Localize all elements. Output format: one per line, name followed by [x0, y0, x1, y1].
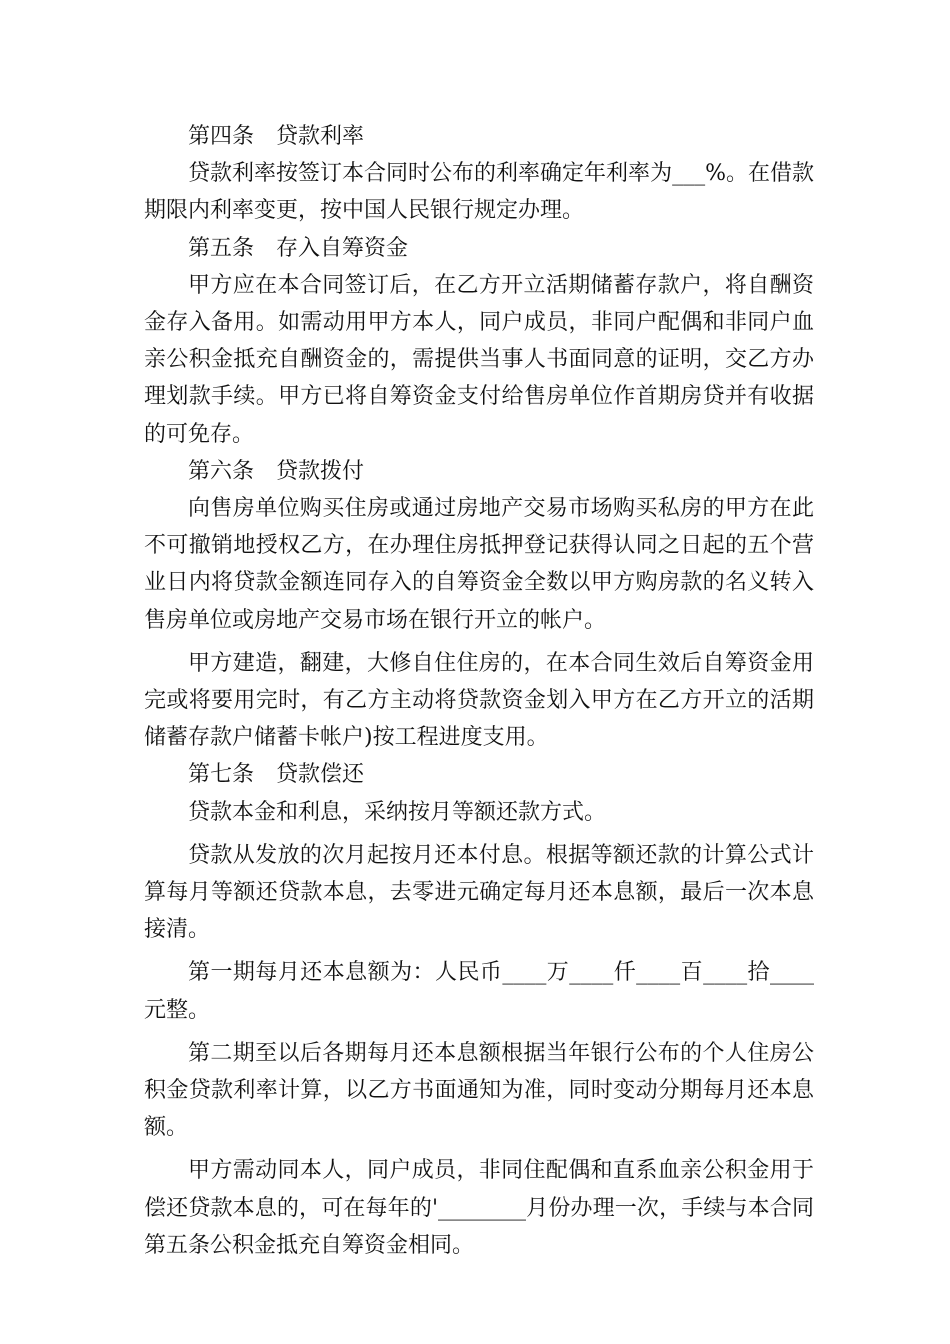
article-4-body: 贷款利率按签订本合同时公布的利率确定年利率为___%。在借款期限内利率变更，按中国人民银行规定办理。 — [144, 161, 814, 224]
document-page — [144, 118, 814, 1264]
article-7-body-3: 第一期每月还本息额为：人民币____万____仟____百____拾____元整。 — [144, 960, 814, 1023]
article-6-body-2: 甲方建造，翻建，大修自住住房的，在本合同生效后自筹资金用完或将要用完时，有乙方主动将贷款资金划入甲方在乙方开立的活期储蓄存款户储蓄卡帐户)按工程进度支用。 — [144, 650, 814, 751]
article-4-heading: 第四条 贷款利率 — [188, 124, 365, 149]
article-7-body-4: 第二期至以后各期每月还本息额根据当年银行公布的个人住房公积金贷款利率计算，以乙方书面通知为准，同时变动分期每月还本息额。 — [144, 1040, 814, 1141]
article-5-heading: 第五条 存入自筹资金 — [188, 235, 409, 261]
article-5-body: 甲方应在本合同签订后，在乙方开立活期储蓄存款户，将自酬资金存入备用。如需动用甲方本人，同户成员，非同户配偶和非同户血亲公积金抵充自酬资金的，需提供当事人书面同意的证明，交乙方办理划款手续。甲方已将自筹资金支付给售房单位作首期房贷并有收据的可免存。 — [144, 272, 814, 447]
article-7-body-5: 甲方需动同本人，同户成员，非同住配偶和直系血亲公积金用于偿还贷款本息的，可在每年的'________月份办理一次，手续与本合同第五条公积金抵充自筹资金相同。 — [144, 1158, 814, 1258]
article-7-body-1: 贷款本金和利息，采纳按月等额还款方式。 — [188, 799, 607, 825]
article-6-body-1: 向售房单位购买住房或通过房地产交易市场购买私房的甲方在此不可撤销地授权乙方，在办理住房抵押登记获得认同之日起的五个营业日内将贷款金额连同存入的自筹资金全数以甲方购房款的名义转入售房单位或房地产交易市场在银行开立的帐户。 — [144, 496, 814, 633]
article-7-heading: 第七条 贷款偿还 — [188, 762, 365, 788]
article-7-body-2: 贷款从发放的次月起按月还本付息。根据等额还款的计算公式计算每月等额还贷款本息，去零进元确定每月还本息额，最后一次本息接清。 — [144, 842, 814, 943]
article-6-heading: 第六条 贷款拨付 — [188, 458, 365, 484]
